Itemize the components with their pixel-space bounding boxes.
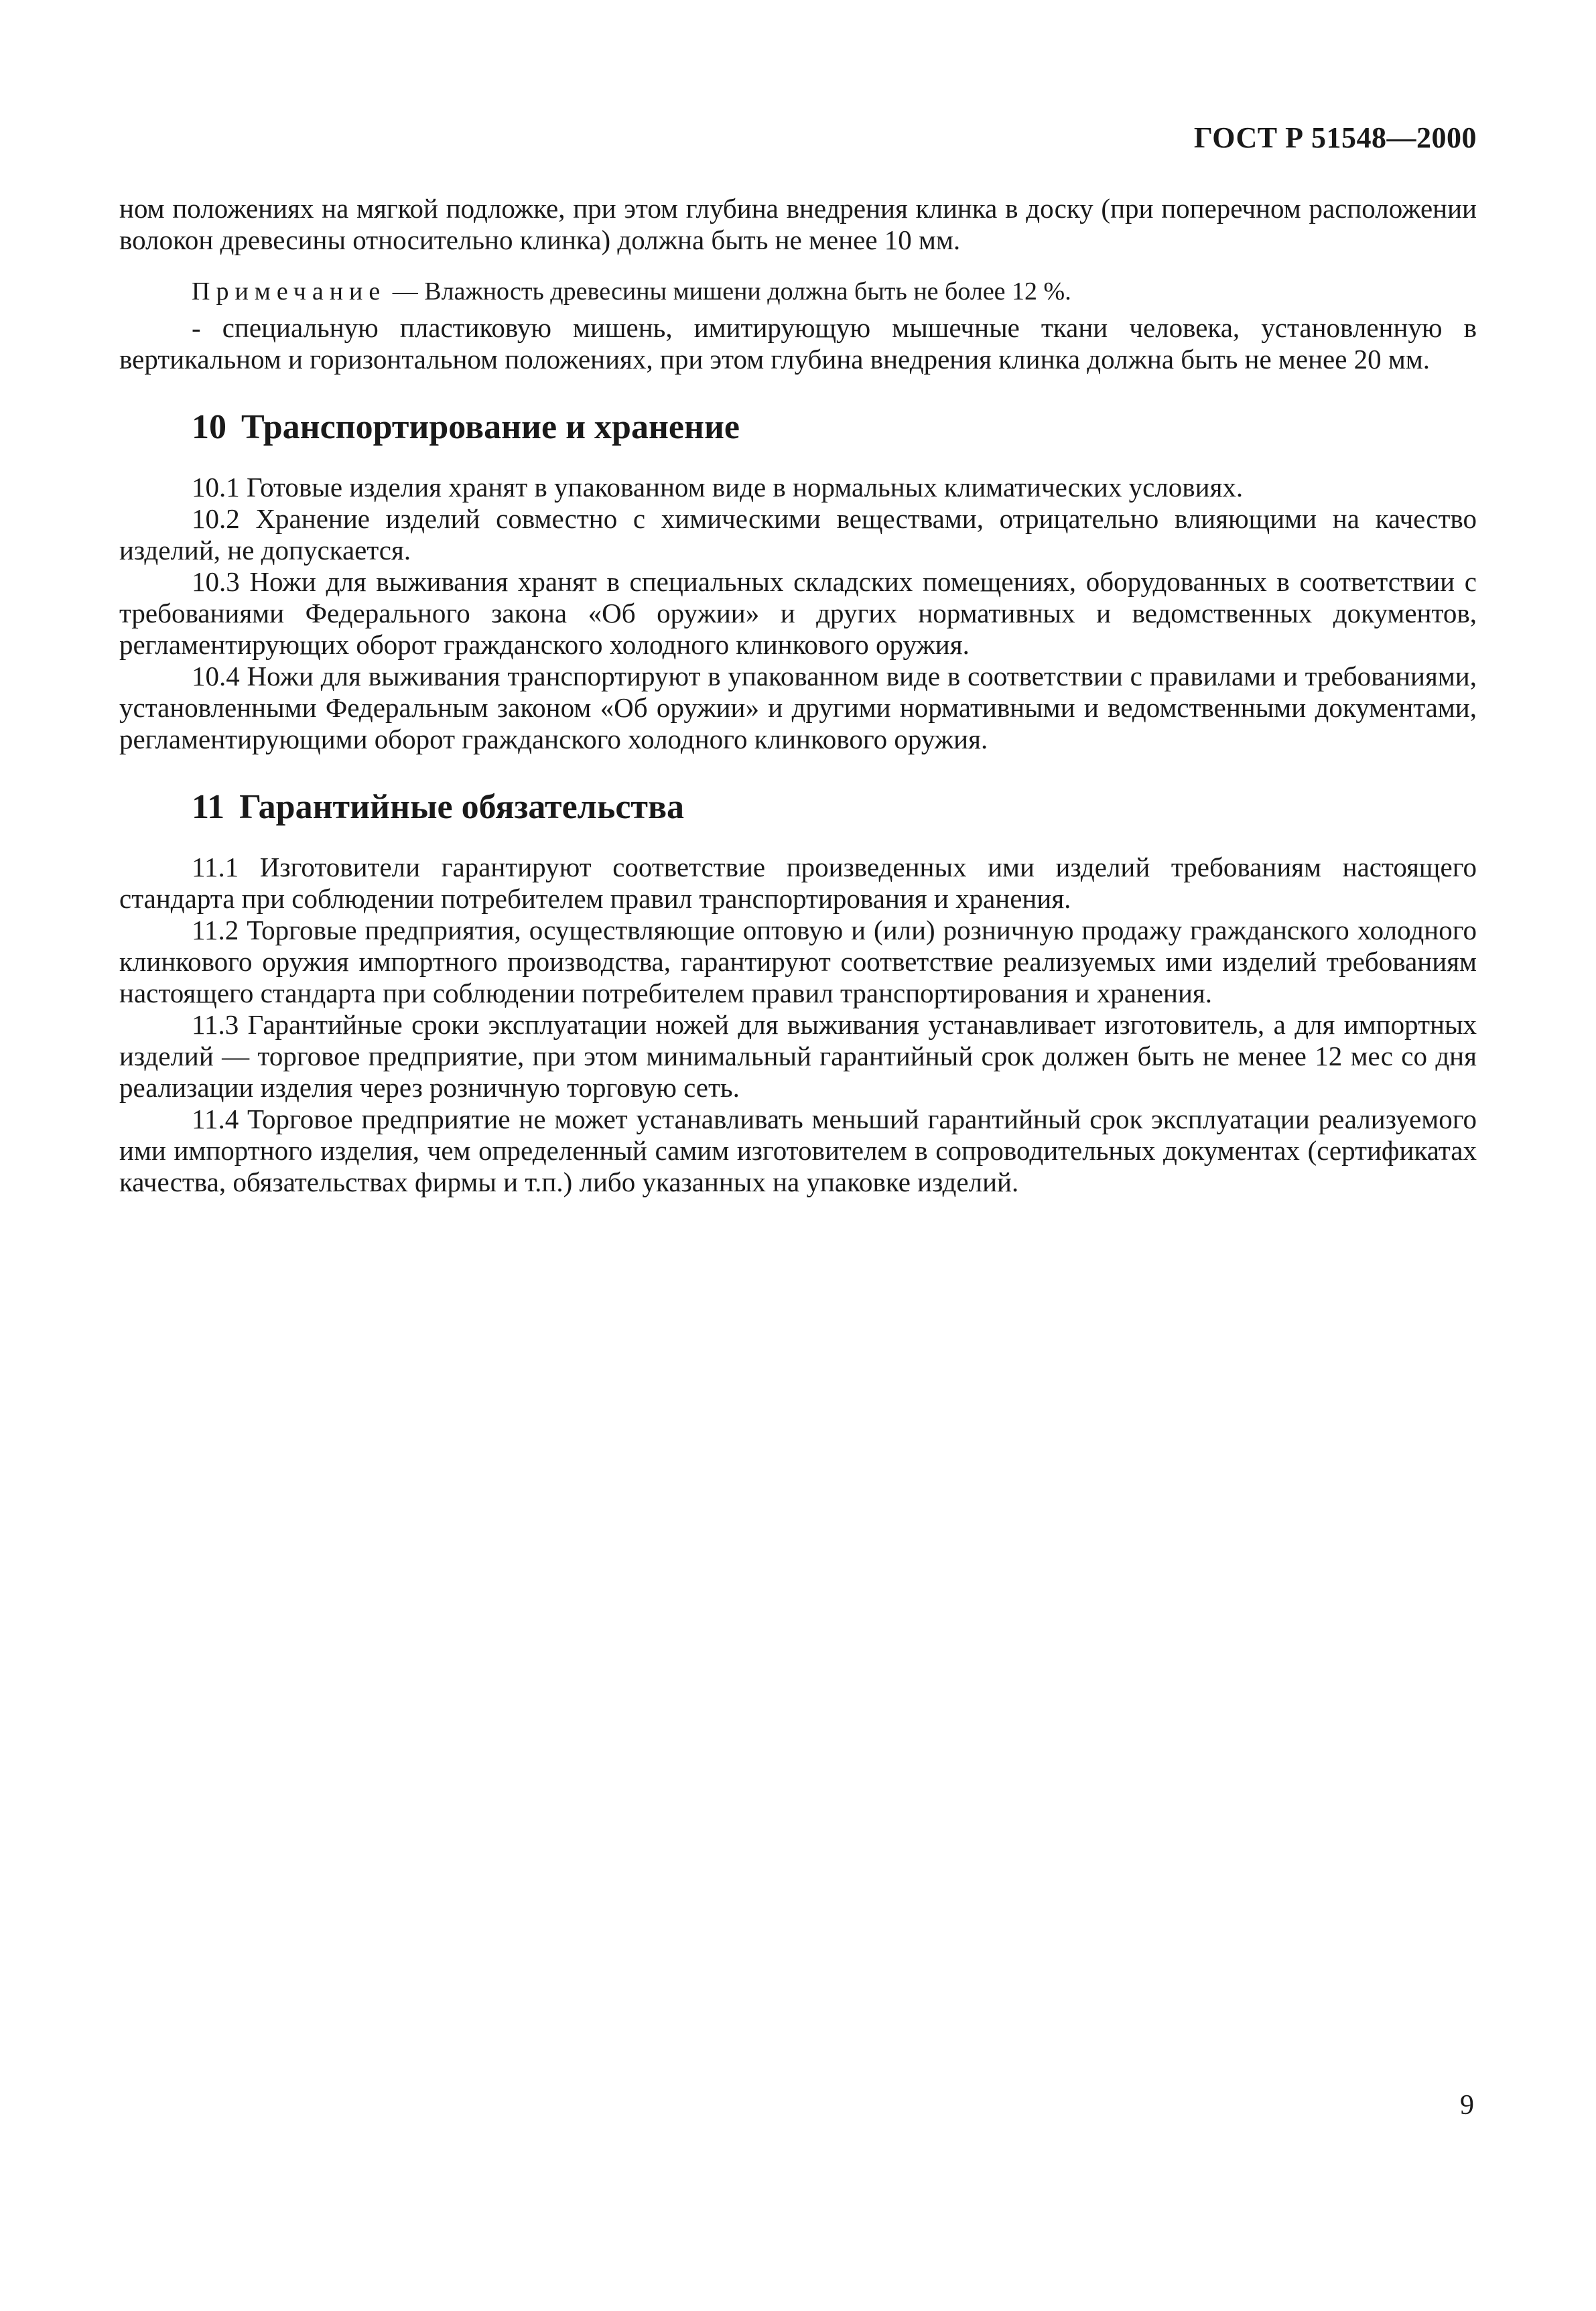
section-11-title: Гарантийные обязательства xyxy=(239,788,685,826)
clause-10-2: 10.2 Хранение изделий совместно с химическими веществами, отрицательно влияющими на качество изделий, не допускается. xyxy=(119,503,1477,566)
bullet-paragraph: - специальную пластиковую мишень, имитирующую мышечные ткани человека, установленную в вертикальном и горизонтальном положениях, при этом глубина внедрения клинка должна быть не менее 20 мм. xyxy=(119,312,1477,375)
note xyxy=(119,276,1477,307)
clause-11-1: 11.1 Изготовители гарантируют соответствие произведенных ими изделий требованиям настоящего стандарта при соблюдении потребителем правил транспортирования и хранения. xyxy=(119,852,1477,914)
intro-paragraph: ном положениях на мягкой подложке, при этом глубина внедрения клинка в доску (при поперечном расположении волокон древесины относительно клинка) должна быть не менее 10 мм. xyxy=(119,193,1477,255)
note-label: Примечание xyxy=(192,277,387,306)
section-11-heading xyxy=(119,787,1477,828)
document-code: ГОСТ Р 51548—2000 xyxy=(1193,121,1477,154)
document-body xyxy=(119,193,1477,1198)
section-10-number: 10 xyxy=(192,408,226,446)
section-10-title: Транспортирование и хранение xyxy=(241,408,740,446)
clause-11-4: 11.4 Торговое предприятие не может устанавливать меньший гарантийный срок эксплуатации реализуемого ими импортного изделия, чем определенный самим изготовителем в сопроводительных документах (сертификатах качества, обязательствах фирмы и т.п.) либо указанных на упаковке изделий. xyxy=(119,1104,1477,1197)
section-11-number: 11 xyxy=(192,788,225,826)
clause-10-1: 10.1 Готовые изделия хранят в упакованном виде в нормальных климатических условиях. xyxy=(192,472,1244,503)
clause-10-4: 10.4 Ножи для выживания транспортируют в упакованном виде в соответствии с правилами и требованиями, установленными Федеральным законом «Об оружии» и другими нормативными и ведомственными документами, регламентирующими оборот гражданского холодного клинкового оружия. xyxy=(119,661,1477,754)
page-number: 9 xyxy=(1460,2090,1474,2121)
clause-10-3: 10.3 Ножи для выживания хранят в специальных складских помещениях, оборудованных в соответствии с требованиями Федерального закона «Об оружии» и других нормативных и ведомственных документов, регламентирующих оборот гражданского холодного клинкового оружия. xyxy=(119,566,1477,660)
clause-11-3: 11.3 Гарантийные сроки эксплуатации ножей для выживания устанавливает изготовитель, а для импортных изделий — торговое предприятие, при этом минимальный гарантийный срок должен быть не менее 12 мес со дня реализации изделия через розничную торговую сеть. xyxy=(119,1009,1477,1103)
section-10-heading xyxy=(119,407,1477,448)
note-text: — Влажность древесины мишени должна быть не более 12 %. xyxy=(386,277,1071,306)
clause-11-2: 11.2 Торговые предприятия, осуществляющие оптовую и (или) розничную продажу гражданского холодного клинкового оружия импортного производства, гарантируют соответствие реализуемых ими изделий требованиям настоящего стандарта при соблюдении потребителем правил транспортирования и хранения. xyxy=(119,915,1477,1008)
